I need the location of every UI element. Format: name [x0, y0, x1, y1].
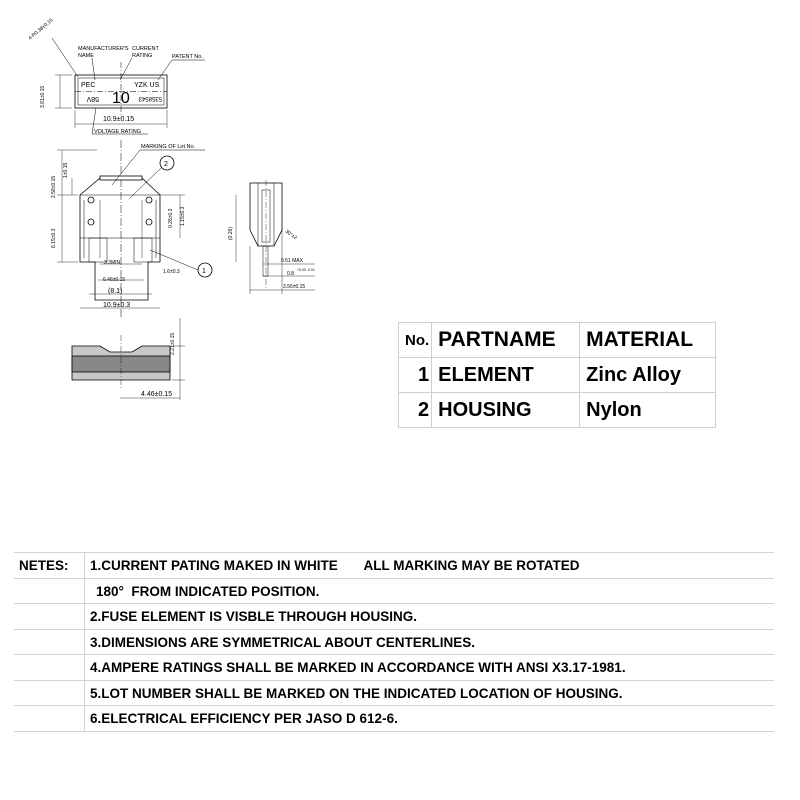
header-no: No. — [399, 323, 432, 358]
mark-maker: PEC — [81, 82, 96, 89]
note-text: 1.CURRENT PATING MAKED IN WHITE ALL MARKING MAY BE ROTATED — [90, 558, 580, 573]
row-no: 2 — [399, 393, 432, 428]
dim-width: 10.9±0.15 — [103, 116, 135, 123]
dim-446: 4.46±0.15 — [141, 391, 173, 398]
dim-1: 1±0.15 — [63, 162, 69, 178]
callout-manufacturer-2: NAME — [78, 53, 94, 59]
note-row — [14, 603, 774, 629]
row-material: Zinc Alloy — [580, 358, 716, 393]
front-view — [51, 140, 212, 318]
note-row — [14, 578, 774, 604]
notes-section — [14, 552, 774, 732]
dim-115: 1.15±0.3 — [180, 206, 186, 226]
note-row — [14, 629, 774, 655]
callout-manufacturer-1: MANUFACTURER'S — [78, 46, 129, 52]
callout-lot: MARKING OF Lot No. — [141, 144, 196, 150]
row-partname: ELEMENT — [432, 358, 580, 393]
dim-height: 3.81±0.15 — [40, 85, 46, 108]
note-text: 2.FUSE ELEMENT IS VISBLE THROUGH HOUSING. — [90, 609, 418, 624]
callout-current-2: RATING — [132, 53, 153, 59]
callout-voltage: VOLTAGE RATING — [94, 129, 142, 135]
dim-356: 3.56±0.15 — [283, 284, 306, 290]
note-text: 5.LOT NUMBER SHALL BE MARKED ON THE INDICATED LOCATION OF HOUSING. — [90, 685, 623, 701]
mark-rating: 10 — [112, 90, 130, 107]
balloon-2: 2 — [164, 161, 168, 168]
note-row — [14, 552, 774, 578]
dim-left: 6.15±0.3 — [51, 228, 57, 248]
note-row — [14, 705, 774, 732]
mark-voltage: 58V — [86, 95, 99, 102]
dim-026: 0.26±0.3 — [168, 208, 174, 228]
balloon-1: 1 — [202, 268, 206, 275]
parts-table — [398, 322, 716, 428]
header-material: MATERIAL — [580, 323, 716, 358]
dim-33: 3.3MIN — [104, 260, 121, 266]
dim-side-026: (0.26) — [228, 226, 234, 240]
dim-angle: 30°±2 — [283, 228, 299, 242]
callout-patent: PATENT No. — [172, 54, 203, 60]
dim-221: 2.21±0.15 — [170, 332, 176, 355]
parts-table-header — [399, 323, 716, 358]
dim-08-tol: +0.09 -0.01 — [297, 268, 315, 272]
dim-16: 1.6±0.3 — [163, 269, 180, 275]
top-view — [27, 17, 205, 135]
note-text: 180° FROM INDICATED POSITION. — [96, 583, 320, 599]
dim-109: 10.9±0.3 — [103, 302, 131, 309]
row-partname: HOUSING — [432, 393, 580, 428]
note-row — [14, 654, 774, 680]
table-row — [399, 393, 716, 428]
note-text: 3.DIMENSIONS ARE SYMMETRICAL ABOUT CENTERLINES. — [90, 634, 476, 650]
dim-top: 2.58±0.15 — [51, 175, 57, 198]
notes-label: NETES: — [19, 558, 69, 573]
callout-pin: 4-R0.38±0.15 — [27, 17, 55, 42]
row-material: Nylon — [580, 393, 716, 428]
note-text: 6.ELECTRICAL EFFICIENCY PER JASO D 612-6. — [90, 711, 398, 726]
note-row — [14, 680, 774, 706]
dim-08: 0.8 — [287, 271, 294, 277]
row-no: 1 — [399, 358, 432, 393]
callout-current-1: CURRENT — [132, 46, 159, 52]
dim-051: 0.51 MAX — [281, 258, 303, 264]
note-text: 4.AMPERE RATINGS SHALL BE MARKED IN ACCORDANCE WITH ANSI X3.17-1981. — [90, 660, 626, 675]
mark-patent: 5358543 — [138, 95, 162, 101]
dim-646: 6.46±0.15 — [103, 277, 126, 283]
side-view — [228, 180, 315, 294]
header-partname: PARTNAME — [432, 323, 580, 358]
mark-brand: YZK US — [134, 82, 160, 89]
dim-81: (8.1) — [108, 288, 123, 295]
table-row — [399, 358, 716, 393]
